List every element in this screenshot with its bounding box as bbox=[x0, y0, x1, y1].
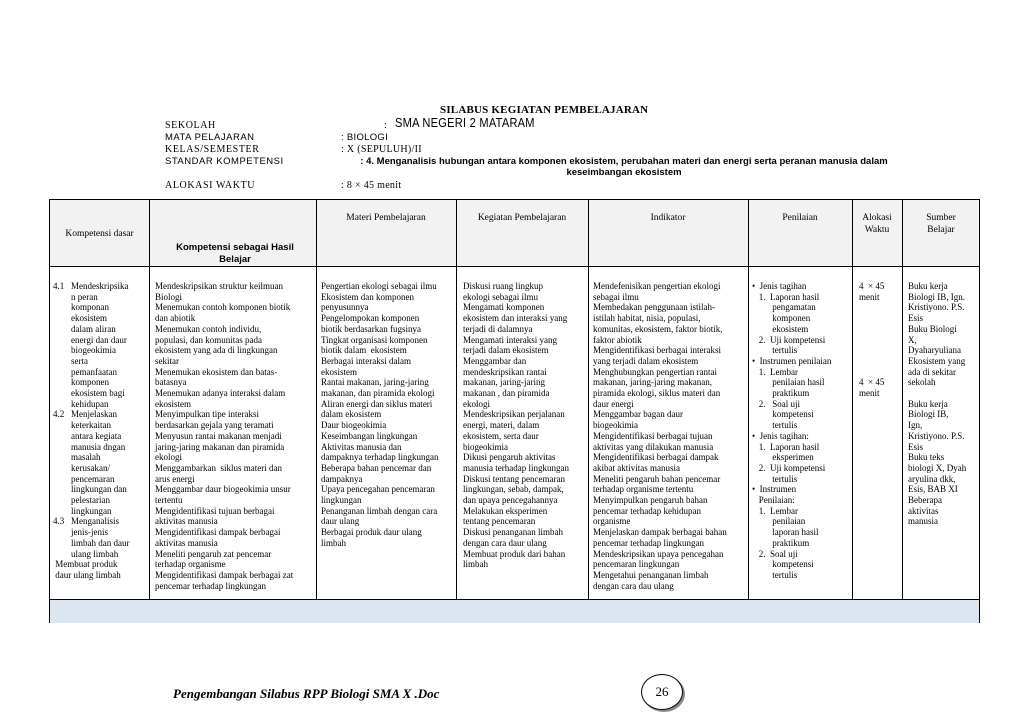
header-materi: Materi Pembelajaran bbox=[346, 213, 426, 223]
column-divider bbox=[456, 199, 457, 599]
cell-alokasi-1: 4 × 45 menit bbox=[859, 281, 885, 302]
cell-sumber-belajar: Buku kerja Biologi IB, Ign. Kristiyono. P.S. Esis Buku Biologi X, Dyaharyuliana Ekosistem yang ada di sekitar sekolah Buku kerja Biologi IB, Ign, Kristiyono. P.S. Esis Buku teks biologi X, Dyah aryulina dkk, Esis, BAB XI Beberapa aktivitas manusia bbox=[908, 281, 967, 527]
header-sumber-belajar: Sumber Belajar bbox=[926, 213, 956, 235]
cell-alokasi-2: 4 × 45 menit bbox=[859, 377, 885, 398]
alokasi-label: ALOKASI WAKTU bbox=[165, 180, 256, 191]
header-indikator: Indikator bbox=[650, 213, 686, 223]
header-kegiatan: Kegiatan Pembelajaran bbox=[477, 213, 567, 223]
sekolah-value: SMA NEGERI 2 MATARAM bbox=[395, 115, 535, 130]
mapel-value: : BIOLOGI bbox=[341, 132, 389, 143]
cell-kompetensi-hasil-belajar: Mendeskripsikan struktur keilmuan Biologi Menemukan contoh komponen biotik dan abiotik Menemukan contoh individu, populasi, dan komunitas pada ekosistem yang ada di lingkungan sekitar Menemukan ekosistem dan batas- batasnya Menemukan adanya interaksi dalam ekosistem Menyimpulkan tipe interaksi berdasarkan gejala yang teramati Menyusun rantai makanan menjadi jaring-jaring makanan dan piramida ekologi Menggambarkan siklus materi dan arus energi Menggambar daur biogeokimia unsur tertentu Mengidentifikasi tujuan berbagai aktivitas manusia Mengidentifikasi dampak berbagai aktivitas manusia Meneliti pengaruh zat pencemar terhadap organisme Mengidentifikasi dampak berbagai zat pencemar terhadap lingkungan bbox=[155, 281, 294, 591]
standar-kompetensi-value: : 4. Menganalisis hubungan antara komponen ekosistem, perubahan materi dan energi serta peranan manusia dalam keseimbangan ekosistem bbox=[360, 156, 888, 178]
cell-penilaian: • Jenis tagihan 1. Laporan hasil pengamatan komponen ekosistem 2. Uji kompetensi tertulis • Instrumen penilaian 1. Lembar penilaian hasil praktikum 2. Soal uji kompetensi tertulis • Jenis tagihan: 1. Laporan hasil eksperimen 2. Uji kompetensi tertulis • Instrumen Penilaian: 1. Lembar penilaian laporan hasil praktikum 2. Soal uji kompetensi tertulis bbox=[752, 281, 832, 580]
column-divider bbox=[852, 199, 853, 599]
mapel-label: MATA PELAJARAN bbox=[165, 132, 255, 143]
cell-indikator: Mendefenisikan pengertian ekologi sebagai ilmu Membedakan penggunaan istilah- istilah habitat, nisia, populasi, komunitas, ekosistem, faktor biotik, faktor abiotik Mengidentifikasi berbagai interaksi yang terjadi dalam ekosistem Menghubungkan pengertian rantai makanan, jaring-jaring makanan, piramida ekologi, siklus materi dan daur energi Menggambar bagan daur biogeokimia Mengidentifikasi berbagai tujuan aktivitas yang dilakukan manusia Mengidentifikasi berbagai dampak akibat aktivitas manusia Meneliti pengaruh bahan pencemar terhadap organisme tertentu Menyimpulkan pengaruh bahan pencemar terhadap kehidupan organisme Menjelaskan dampak berbagai bahan pencemar terhadap lingkungan Mendeskripsikan upaya pencegahan pencemaran lingkungan Mengetahui penanganan limbah dengan cara dau ulang bbox=[593, 281, 727, 591]
column-divider bbox=[748, 199, 749, 599]
cell-kompetensi-dasar: 4.1 Mendeskripsika n peran komponan ekosistem dalam aliran energi dan daur biogeokimia serta pemanfaatan komponen ekosistem bagi kehidupan 4.2 Menjelaskan keterkaitan antara kegiata manusia dngan masalah kerusakan/ pencemaran lingkungan dan pelestarian lingkungan 4.3 Menganalisis jenis-jenis limbah dan daur ulang limbah Membuat produk daur ulang limbah bbox=[53, 281, 130, 580]
sekolah-label: SEKOLAH bbox=[165, 120, 216, 131]
table-footer-band bbox=[50, 599, 979, 623]
header-divider bbox=[49, 266, 980, 267]
alokasi-value: : 8 × 45 menit bbox=[341, 180, 402, 191]
page-number: 26 bbox=[641, 674, 683, 710]
cell-kegiatan: Diskusi ruang lingkup ekologi sebagai ilmu Mengamati komponen ekosistem dan interaksi yang terjadi di dalamnya Mengamati interaksi yang terjadi dalam ekosistem Menggambar dan mendeskripsikan rantai makanan, jaring-jaring makanan , dan piramida ekologi Mendeskripsikan perjalanan energi, materi, dalam ekosistem, serta daur biogeokimia Dikusi pengaruh aktivitas manusia terhadap lingkungan Diskusi tentang pencemaran lingkungan, sebab, dampak, dan upaya pencegahannya Melakukan eksperimen tentang pencemaran Diskusi penanganan limbah dengan cara daur ulang Membuat produk dari bahan limbah bbox=[463, 281, 569, 570]
column-divider bbox=[902, 199, 903, 599]
sekolah-colon: : bbox=[384, 120, 387, 131]
column-divider bbox=[588, 199, 589, 599]
cell-materi: Pengertian ekologi sebagai ilmu Ekosistem dan komponen penyusunnya Pengelompokan komponen biotik berdasarkan fugsinya Tingkat organisasi komponen biotik dalam ekosistem Berbagai interaksi dalam ekosistem Rantai makanan, jaring-jaring makanan, dan piramida ekologi Aliran energi dan siklus materi dalam ekosistem Daur biogeokimia Keseimbangan lingkungan Aktivitas manusia dan dampaknya terhadap lingkungan Beberapa bahan pencemar dan dampaknya Upaya pencegahan pencemaran lingkungan Penanganan limbah dengan cara daur ulang Berbagai produk daur ulang limbah bbox=[321, 281, 439, 548]
header-alokasi-waktu: Alokasi Waktu bbox=[862, 213, 892, 235]
header-kompetensi-hasil-belajar: Kompetensi sebagai Hasil Belajar bbox=[176, 242, 294, 265]
kelas-value: : X (SEPULUH)/II bbox=[341, 144, 422, 155]
column-divider bbox=[316, 199, 317, 599]
kelas-label: KELAS/SEMESTER bbox=[165, 144, 260, 155]
document-title: SILABUS KEGIATAN PEMBELAJARAN bbox=[440, 104, 649, 116]
standar-kompetensi-label: STANDAR KOMPETENSI bbox=[165, 156, 284, 167]
column-divider bbox=[149, 199, 150, 599]
footer-text: Pengembangan Silabus RPP Biologi SMA X .Doc bbox=[173, 686, 440, 701]
header-kompetensi-dasar: Kompetensi dasar bbox=[65, 229, 134, 239]
header-penilaian: Penilaian bbox=[782, 213, 818, 223]
